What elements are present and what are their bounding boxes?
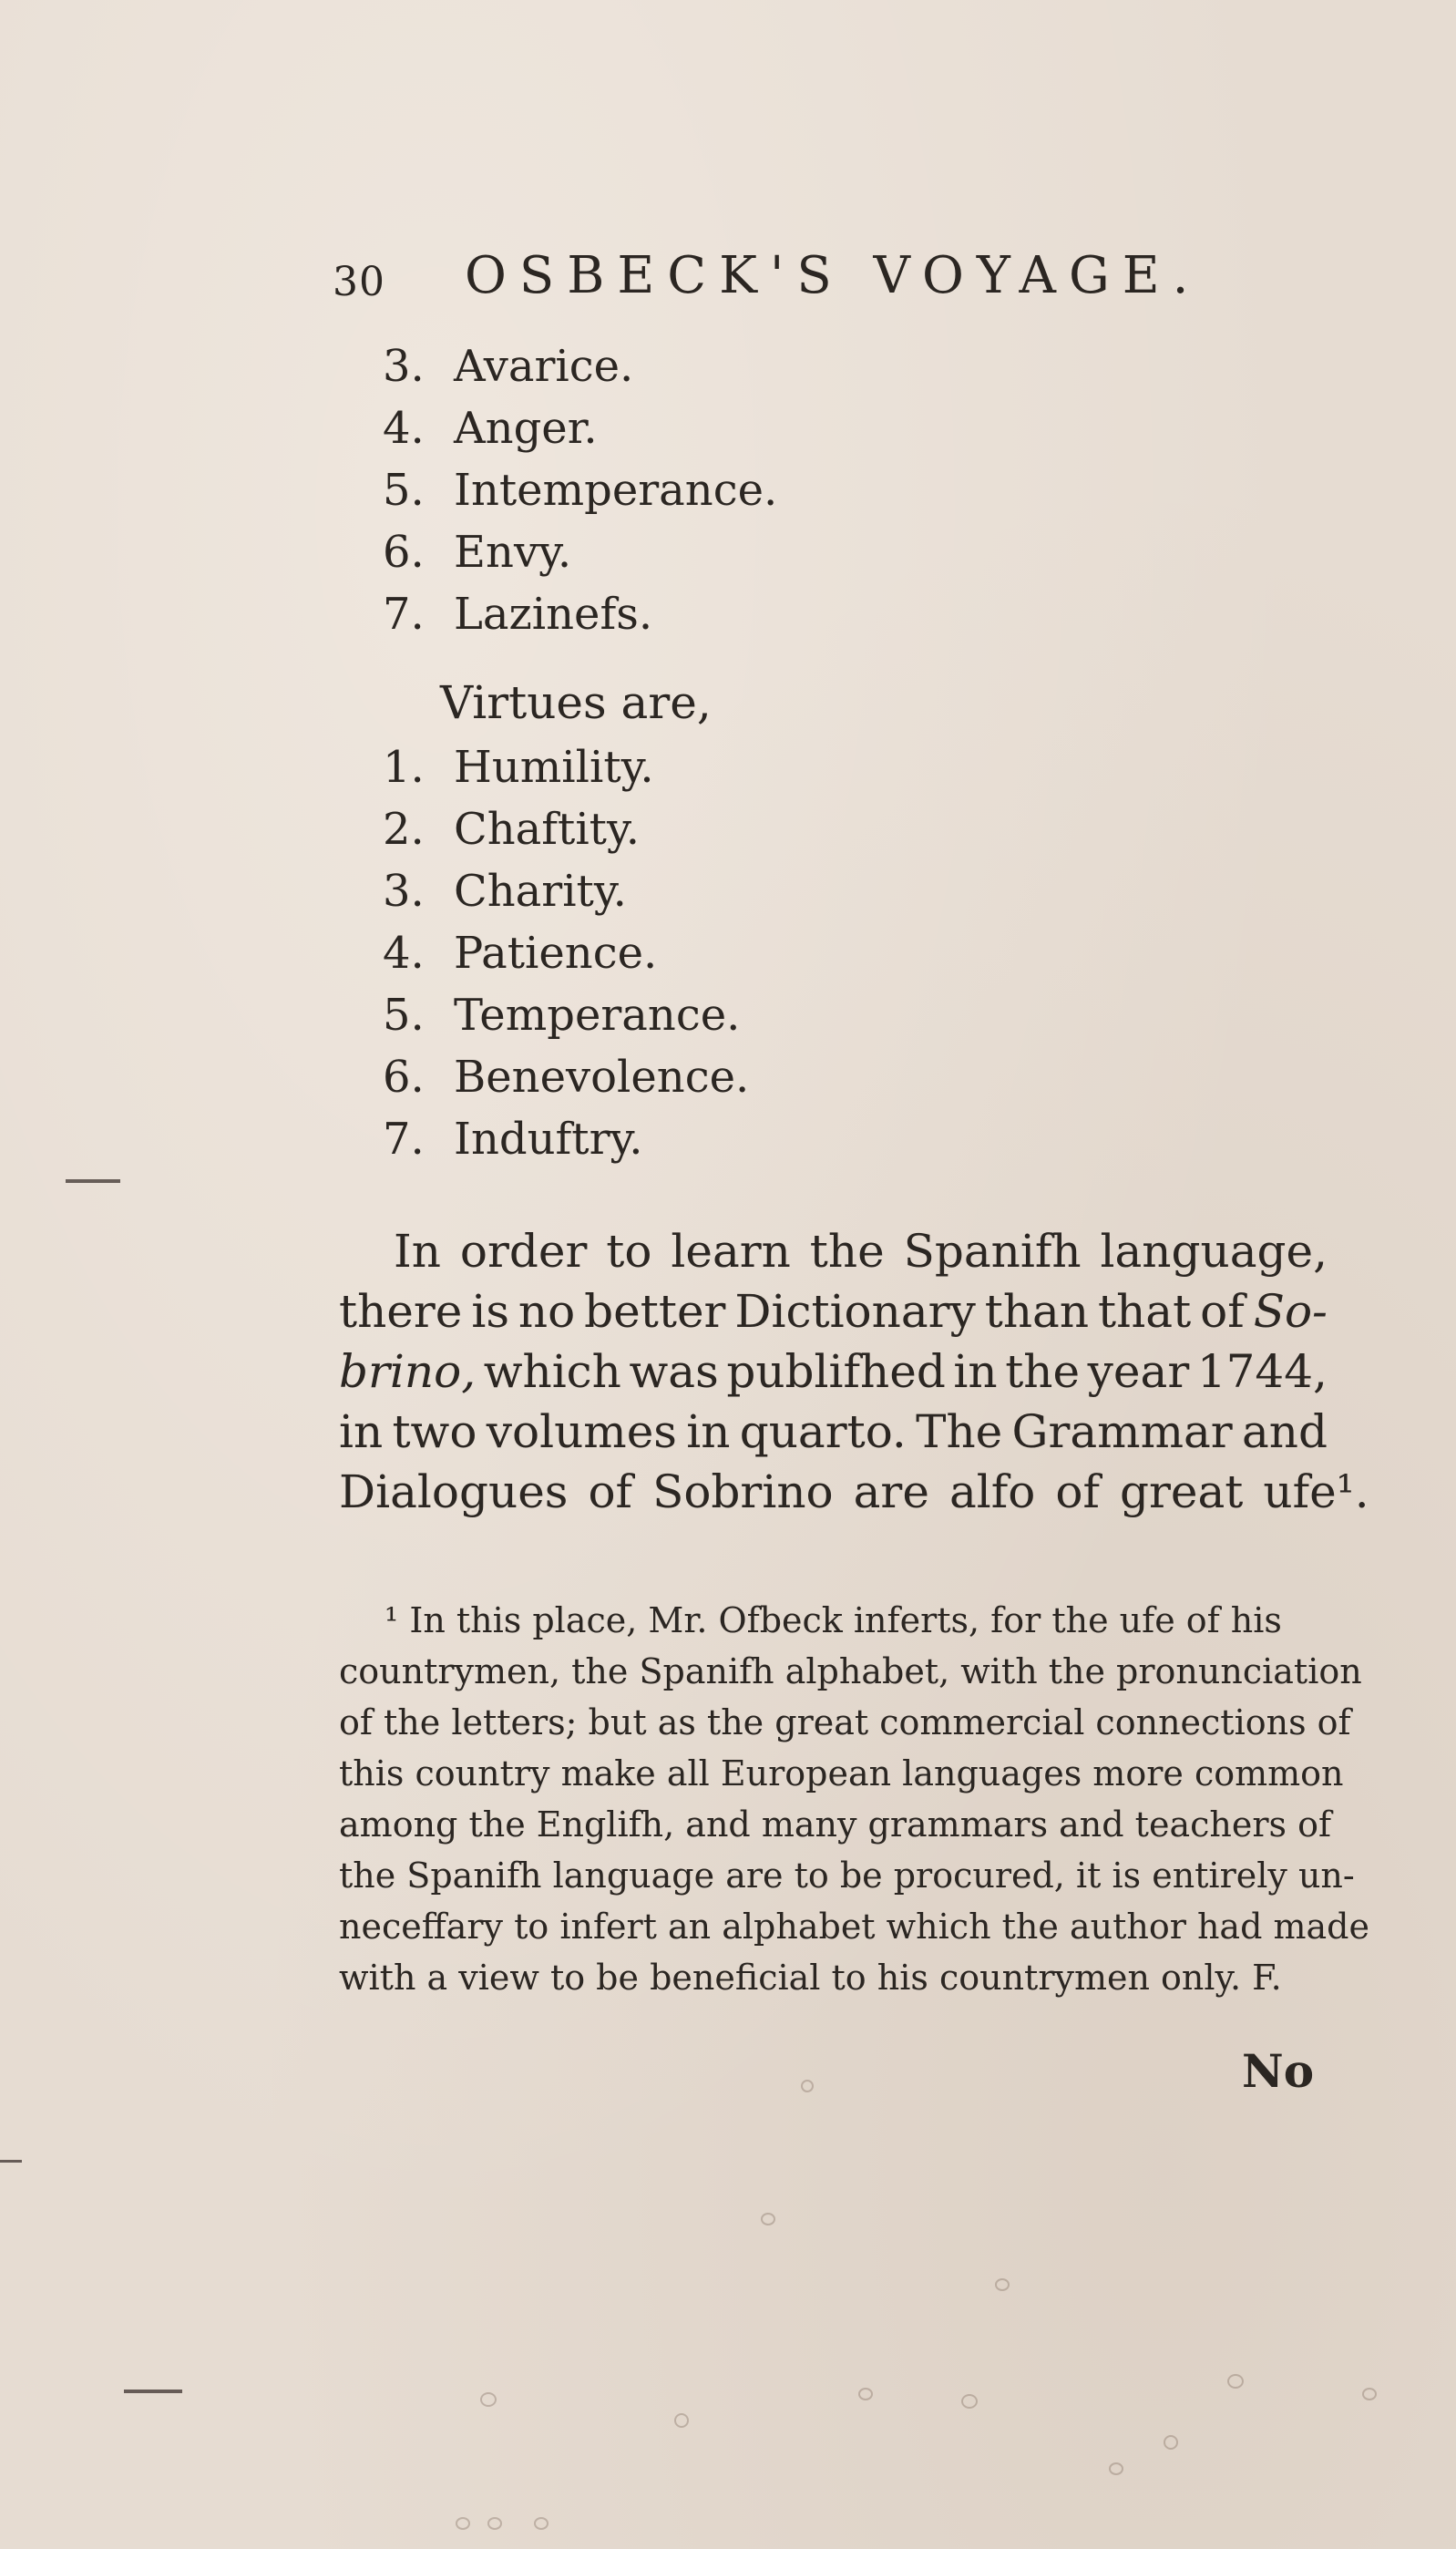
word: In [394,1225,441,1278]
vices-list [383,335,777,645]
paragraph-line [339,1341,1328,1402]
item-label: Intemperance. [454,465,778,516]
word: was [629,1345,719,1398]
item-label: Lazinefs. [454,589,653,640]
item-number: 4. [383,403,425,454]
word: and [1241,1405,1328,1458]
item-number: 7. [383,1114,425,1165]
word: of [1055,1465,1100,1518]
word: ufe¹. [1263,1465,1369,1518]
word: year [1087,1345,1190,1398]
word: Dialogues [339,1465,569,1518]
item-number: 4. [383,928,425,979]
item-number: 6. [383,527,425,578]
margin-mark [0,2160,22,2163]
item-number: 2. [383,804,425,855]
word: no [518,1285,576,1338]
word: the [809,1225,885,1278]
item-label: Induftry. [454,1114,643,1165]
word: in [339,1405,384,1458]
footnote-line: among the Englifh, and many grammars and teachers of [339,1804,1332,1845]
margin-mark [124,2390,182,2393]
footnote-line: with a view to be beneficial to his countrymen only. F. [339,1958,1282,1998]
word: The [916,1405,1003,1458]
list-item [383,798,749,860]
word: 1744, [1196,1345,1328,1398]
word: So- [1253,1285,1328,1338]
item-label: Anger. [454,403,598,454]
footnote-line: this country make all European languages more common [339,1753,1344,1794]
footnote [339,1595,1369,2003]
word: in [953,1345,998,1398]
item-label: Humility. [454,742,654,793]
body-paragraph [339,1221,1369,1522]
paragraph-line [339,1281,1328,1341]
list-item [383,397,777,459]
item-number: 3. [383,866,425,917]
list-item [383,335,777,397]
word: that [1098,1285,1192,1338]
word: Sobrino [652,1465,834,1518]
word: publifhed [726,1345,946,1398]
footnote-line: countrymen, the Spanifh alphabet, with the pronunciation [339,1651,1362,1691]
item-label: Envy. [454,527,572,578]
virtues-list [383,736,749,1170]
item-number: 5. [383,990,425,1041]
running-title: OSBECK'S VOYAGE. [465,246,1202,305]
footnote-line: of the letters; but as the great commercial connections of [339,1702,1351,1742]
list-item [383,1046,749,1108]
word: in [686,1405,731,1458]
word: Dictionary [734,1285,976,1338]
word: learn [671,1225,791,1278]
list-item [383,459,777,521]
running-head [333,246,1244,310]
footnote-line: neceffary to infert an alphabet which the author had made [339,1907,1369,1947]
word: to [606,1225,652,1278]
word: which [483,1345,621,1398]
item-label: Chaftity. [454,804,640,855]
item-label: Charity. [454,866,627,917]
paragraph-line [339,1221,1328,1281]
item-number: 1. [383,742,425,793]
item-label: Avarice. [454,341,634,392]
list-item [383,736,749,798]
word: better [584,1285,726,1338]
list-item [383,860,749,922]
catchword: No [1242,2044,1315,2098]
virtues-heading: Virtues are, [440,676,712,729]
item-number: 6. [383,1052,425,1103]
word: language, [1100,1225,1328,1278]
word: two [392,1405,477,1458]
word: great [1119,1465,1244,1518]
paragraph-line [339,1402,1328,1462]
list-item [383,583,777,645]
word: of [1200,1285,1245,1338]
word: of [588,1465,633,1518]
word: quarto. [739,1405,907,1458]
item-number: 5. [383,465,425,516]
list-item [383,984,749,1046]
word: Spanifh [903,1225,1082,1278]
page-number: 30 [333,259,385,305]
footnote-line: the Spanifh language are to be procured, it is entirely un- [339,1855,1355,1896]
item-number: 3. [383,341,425,392]
word: than [984,1285,1090,1338]
word: Grammar [1011,1405,1233,1458]
item-label: Patience. [454,928,658,979]
word: brino, [339,1345,477,1398]
list-item [383,922,749,984]
word: alfo [948,1465,1036,1518]
item-number: 7. [383,589,425,640]
paragraph-line [339,1462,1369,1522]
word: are [853,1465,929,1518]
word: order [459,1225,588,1278]
word: volumes [486,1405,677,1458]
word: is [471,1285,509,1338]
list-item [383,521,777,583]
word: there [339,1285,463,1338]
word: the [1005,1345,1081,1398]
list-item [383,1108,749,1170]
footnote-line: ¹ In this place, Mr. Ofbeck inferts, for the ufe of his [385,1600,1282,1640]
item-label: Benevolence. [454,1052,750,1103]
item-label: Temperance. [454,990,741,1041]
margin-mark [66,1179,120,1183]
